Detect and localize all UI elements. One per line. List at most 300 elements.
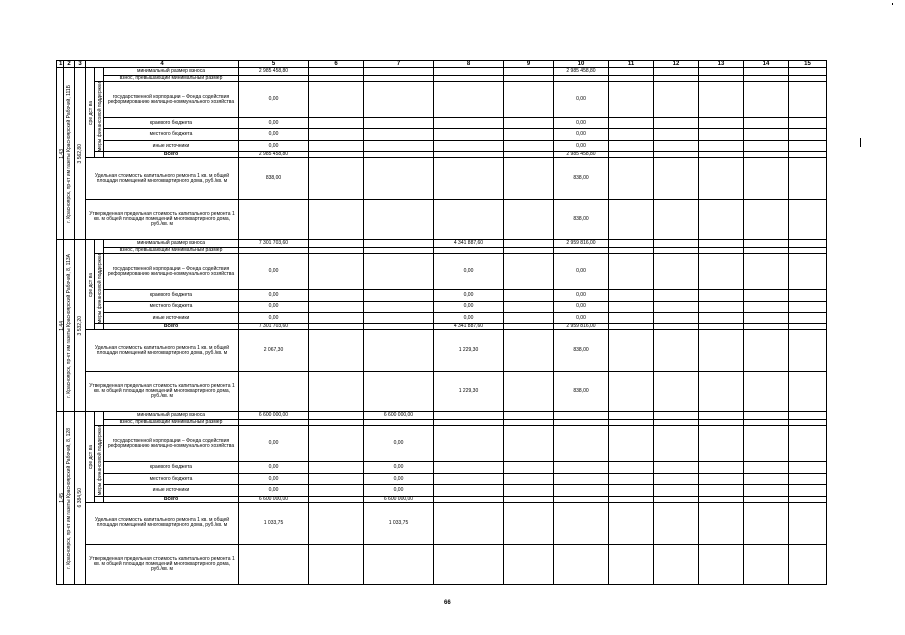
value-cell: [699, 485, 744, 496]
value-cell: [789, 118, 827, 129]
value-cell: [744, 82, 789, 118]
value-cell: 838,00: [239, 158, 309, 200]
address-text: г. Красноярск, пр-кт им газеты Красноярский Рабочий, 8, 113А: [66, 253, 72, 398]
value-cell: [789, 140, 827, 151]
value-cell: [434, 473, 504, 484]
value-cell: [609, 82, 654, 118]
value-cell: [554, 412, 609, 420]
value-cell: 0,00: [239, 118, 309, 129]
value-cell: 0,00: [239, 129, 309, 140]
table-row: [57, 118, 827, 129]
value-cell: [789, 462, 827, 473]
table-row: [57, 330, 827, 372]
value-cell: [239, 372, 309, 412]
row-label: Утвержденная предельная стоимость капитального ремонта 1 кв. м общей площади помещений многоквартирного дома, руб./кв. м: [86, 200, 239, 240]
value-cell: [309, 412, 364, 420]
value-cell: [504, 485, 554, 496]
value-cell: 0,00: [364, 462, 434, 473]
value-cell: [609, 158, 654, 200]
value-cell: [699, 473, 744, 484]
value-cell: 0,00: [239, 485, 309, 496]
value-cell: [789, 426, 827, 462]
item-number: [57, 240, 64, 412]
column-number: 9: [504, 61, 554, 68]
value-cell: [609, 412, 654, 420]
value-cell: [654, 68, 699, 76]
table-row: [57, 140, 827, 151]
value-cell: 0,00: [239, 140, 309, 151]
value-cell: 0,00: [239, 254, 309, 290]
value-cell: [654, 412, 699, 420]
value-cell: [699, 158, 744, 200]
column-number: 3: [75, 61, 86, 68]
funding-sources-text: сре дст ва: [88, 445, 94, 469]
table-row: [57, 473, 827, 484]
value-cell: [434, 129, 504, 140]
value-cell: [609, 68, 654, 76]
spacer-cell: [95, 68, 104, 82]
value-cell: [309, 313, 364, 324]
value-cell: [554, 502, 609, 544]
area: [75, 68, 86, 240]
row-label: краевого бюджета: [104, 462, 239, 473]
value-cell: 2 985 458,80: [554, 152, 609, 158]
value-cell: [789, 485, 827, 496]
column-number: 12: [654, 61, 699, 68]
row-label: Утвержденная предельная стоимость капитального ремонта 1 кв. м общей площади помещений многоквартирного дома, руб./кв. м: [86, 544, 239, 584]
value-cell: [744, 313, 789, 324]
value-cell: [699, 68, 744, 76]
value-cell: [699, 544, 744, 584]
value-cell: [504, 473, 554, 484]
item-number: [57, 68, 64, 240]
value-cell: [744, 412, 789, 420]
value-cell: [654, 473, 699, 484]
row-label: Удельная стоимость капитального ремонта 1 кв. м общей площади помещений многоквартирного дома, руб./кв. м: [86, 158, 239, 200]
value-cell: [609, 140, 654, 151]
value-cell: [699, 372, 744, 412]
value-cell: [699, 301, 744, 312]
value-cell: [309, 502, 364, 544]
value-cell: [609, 118, 654, 129]
address: [64, 68, 75, 240]
value-cell: 0,00: [239, 313, 309, 324]
value-cell: [654, 372, 699, 412]
address: [64, 240, 75, 412]
value-cell: 0,00: [239, 462, 309, 473]
value-cell: [364, 68, 434, 76]
table-row: [57, 502, 827, 544]
value-cell: 0,00: [239, 426, 309, 462]
row-label: взнос, превышающий минимальный размер: [104, 76, 239, 82]
table-row: [57, 129, 827, 140]
value-cell: [309, 290, 364, 301]
row-label: Удельная стоимость капитального ремонта 1 кв. м общей площади помещений многоквартирного дома, руб./кв. м: [86, 502, 239, 544]
area-text: 3 562,80: [77, 143, 83, 164]
value-cell: [789, 330, 827, 372]
table-row: [57, 426, 827, 462]
table-row: [57, 290, 827, 301]
value-cell: [434, 462, 504, 473]
area-text: 3 532,20: [77, 316, 83, 336]
value-cell: [744, 426, 789, 462]
row-label: иные источники: [104, 140, 239, 151]
value-cell: [364, 313, 434, 324]
row-label: Утвержденная предельная стоимость капитального ремонта 1 кв. м общей площади помещений многоквартирного дома, руб./кв. м: [86, 372, 239, 412]
value-cell: [744, 158, 789, 200]
value-cell: [654, 140, 699, 151]
value-cell: 0,00: [364, 426, 434, 462]
value-cell: [699, 200, 744, 240]
row-label: краевого бюджета: [104, 118, 239, 129]
address-text: г. Красноярск, пр-кт им газеты Красноярский Рабочий, 8, 128: [66, 427, 72, 569]
value-cell: [554, 544, 609, 584]
value-cell: 1 033,75: [239, 502, 309, 544]
value-cell: [744, 240, 789, 248]
item-number-text: 1.44: [59, 320, 65, 331]
value-cell: 838,00: [554, 330, 609, 372]
row-label: минимальный размер взноса: [104, 240, 239, 248]
row-label: иные источники: [104, 485, 239, 496]
value-cell: [504, 301, 554, 312]
value-cell: [309, 240, 364, 248]
value-cell: [609, 485, 654, 496]
value-cell: 0,00: [434, 301, 504, 312]
value-cell: [364, 118, 434, 129]
funding-sources-text: сре дст ва: [88, 100, 94, 125]
area-text: 6 384,50: [77, 488, 83, 508]
scan-edge-mark: [860, 138, 861, 147]
row-label: взнос, превышающий минимальный размер: [104, 420, 239, 426]
funding-sources: [86, 412, 95, 502]
column-number-row: [57, 61, 827, 68]
value-cell: [309, 426, 364, 462]
item-number-text: 1.43: [59, 148, 65, 159]
row-label: краевого бюджета: [104, 290, 239, 301]
value-cell: [789, 502, 827, 544]
value-cell: [609, 129, 654, 140]
row-label: Всего: [104, 152, 239, 158]
value-cell: [434, 502, 504, 544]
value-cell: 0,00: [364, 473, 434, 484]
value-cell: [504, 140, 554, 151]
value-cell: [789, 372, 827, 412]
value-cell: [609, 290, 654, 301]
row-label: Удельная стоимость капитального ремонта 1 кв. м общей площади помещений многоквартирного дома, руб./кв. м: [86, 330, 239, 372]
address: [64, 412, 75, 584]
value-cell: 0,00: [554, 290, 609, 301]
row-label: взнос, превышающий минимальный размер: [104, 248, 239, 254]
value-cell: 838,00: [554, 158, 609, 200]
value-cell: [554, 462, 609, 473]
value-cell: [504, 240, 554, 248]
value-cell: [309, 82, 364, 118]
value-cell: 6 600 000,00: [239, 412, 309, 420]
value-cell: [554, 426, 609, 462]
value-cell: [654, 158, 699, 200]
value-cell: [504, 290, 554, 301]
column-number: 1: [57, 61, 64, 68]
value-cell: [789, 129, 827, 140]
value-cell: [654, 544, 699, 584]
value-cell: 4 341 887,60: [434, 240, 504, 248]
value-cell: [699, 82, 744, 118]
value-cell: [609, 473, 654, 484]
value-cell: [744, 473, 789, 484]
value-cell: [744, 290, 789, 301]
value-cell: [744, 502, 789, 544]
value-cell: [609, 544, 654, 584]
value-cell: [789, 290, 827, 301]
value-cell: [654, 502, 699, 544]
value-cell: 2 985 458,80: [239, 152, 309, 158]
funding-sources: [86, 240, 95, 330]
address-text: г. Красноярск, пр-кт им газеты Красноярский Рабочий, 111Б: [66, 84, 72, 223]
value-cell: 0,00: [434, 290, 504, 301]
table-row: [57, 462, 827, 473]
value-cell: [744, 462, 789, 473]
value-cell: 0,00: [554, 313, 609, 324]
value-cell: [699, 140, 744, 151]
table-row: [57, 485, 827, 496]
value-cell: [609, 462, 654, 473]
value-cell: [504, 82, 554, 118]
value-cell: [309, 68, 364, 76]
item-number-text: 1.45: [59, 493, 65, 503]
value-cell: [309, 254, 364, 290]
value-cell: [364, 254, 434, 290]
value-cell: [504, 412, 554, 420]
value-cell: [609, 330, 654, 372]
value-cell: [364, 158, 434, 200]
value-cell: [434, 426, 504, 462]
funding-sources: [86, 68, 95, 158]
value-cell: [504, 502, 554, 544]
value-cell: [789, 254, 827, 290]
value-cell: 1 229,30: [434, 330, 504, 372]
value-cell: [789, 412, 827, 420]
value-cell: [699, 118, 744, 129]
value-cell: [554, 473, 609, 484]
value-cell: [744, 485, 789, 496]
value-cell: [609, 502, 654, 544]
value-cell: [364, 544, 434, 584]
value-cell: [699, 254, 744, 290]
row-label: минимальный размер взноса: [104, 412, 239, 420]
support-measures-text: меры финансовой поддержки: [97, 254, 103, 324]
value-cell: [744, 200, 789, 240]
scan-corner-mark: [892, 3, 893, 5]
value-cell: [654, 200, 699, 240]
value-cell: [364, 301, 434, 312]
value-cell: [504, 426, 554, 462]
value-cell: 838,00: [554, 372, 609, 412]
value-cell: [609, 254, 654, 290]
value-cell: [434, 158, 504, 200]
value-cell: [434, 68, 504, 76]
value-cell: [434, 82, 504, 118]
value-cell: 0,00: [554, 82, 609, 118]
row-label: иные источники: [104, 313, 239, 324]
table-row: [57, 372, 827, 412]
value-cell: [744, 118, 789, 129]
value-cell: [239, 544, 309, 584]
value-cell: [699, 240, 744, 248]
value-cell: [504, 313, 554, 324]
column-number: 11: [609, 61, 654, 68]
value-cell: [434, 200, 504, 240]
value-cell: 0,00: [239, 301, 309, 312]
value-cell: [609, 426, 654, 462]
value-cell: [654, 254, 699, 290]
value-cell: [654, 82, 699, 118]
value-cell: 0,00: [239, 473, 309, 484]
value-cell: [789, 473, 827, 484]
value-cell: [364, 200, 434, 240]
value-cell: [744, 140, 789, 151]
value-cell: [654, 118, 699, 129]
table-row: [57, 82, 827, 118]
value-cell: 2 959 816,00: [554, 240, 609, 248]
row-label: местного бюджета: [104, 473, 239, 484]
value-cell: 0,00: [434, 254, 504, 290]
value-cell: 2 959 816,00: [554, 324, 609, 330]
value-cell: [789, 544, 827, 584]
area: [75, 412, 86, 584]
value-cell: 4 341 887,60: [434, 324, 504, 330]
value-cell: [504, 372, 554, 412]
table-row: [57, 313, 827, 324]
row-label: Всего: [104, 324, 239, 330]
value-cell: 838,00: [554, 200, 609, 240]
value-cell: [434, 118, 504, 129]
value-cell: 0,00: [239, 82, 309, 118]
funding-sources-text: сре дст ва: [88, 272, 94, 297]
value-cell: [789, 301, 827, 312]
value-cell: [309, 301, 364, 312]
value-cell: [789, 240, 827, 248]
value-cell: [789, 200, 827, 240]
value-cell: [744, 301, 789, 312]
row-label: местного бюджета: [104, 129, 239, 140]
value-cell: [699, 313, 744, 324]
value-cell: [789, 158, 827, 200]
column-number: 2: [64, 61, 75, 68]
value-cell: 0,00: [239, 290, 309, 301]
value-cell: [434, 485, 504, 496]
area: [75, 240, 86, 412]
column-number: 4: [86, 61, 239, 68]
table-row: [57, 301, 827, 312]
value-cell: [654, 313, 699, 324]
value-cell: 6 600 000,00: [364, 496, 434, 502]
value-cell: 2 985 458,80: [239, 68, 309, 76]
value-cell: [364, 290, 434, 301]
column-number: 13: [699, 61, 744, 68]
value-cell: [309, 158, 364, 200]
value-cell: [504, 158, 554, 200]
value-cell: [699, 412, 744, 420]
value-cell: [699, 426, 744, 462]
column-number: 8: [434, 61, 504, 68]
page-number: 66: [444, 600, 451, 606]
value-cell: [504, 330, 554, 372]
value-cell: 0,00: [364, 485, 434, 496]
value-cell: [504, 129, 554, 140]
value-cell: [699, 129, 744, 140]
value-cell: [744, 68, 789, 76]
spacer-cell: [95, 240, 104, 254]
column-number: 15: [789, 61, 827, 68]
value-cell: [364, 129, 434, 140]
column-number: 7: [364, 61, 434, 68]
value-cell: [789, 68, 827, 76]
value-cell: [504, 200, 554, 240]
value-cell: [744, 330, 789, 372]
value-cell: [554, 485, 609, 496]
value-cell: 1 033,75: [364, 502, 434, 544]
support-measures-text: меры финансовой поддержки: [97, 82, 103, 152]
value-cell: [309, 330, 364, 372]
item-number: [57, 412, 64, 584]
value-cell: [609, 313, 654, 324]
value-cell: [364, 82, 434, 118]
column-number: 6: [309, 61, 364, 68]
support-measures-text: меры финансовой поддержки: [97, 426, 103, 496]
value-cell: 7 301 703,60: [239, 240, 309, 248]
row-label: государственной корпорации – Фонда содействия реформированию жилищно-коммунального хозяйства: [104, 254, 239, 290]
row-label: государственной корпорации – Фонда содействия реформированию жилищно-коммунального хозяйства: [104, 82, 239, 118]
value-cell: [309, 140, 364, 151]
value-cell: [744, 254, 789, 290]
value-cell: 0,00: [554, 301, 609, 312]
column-number: 5: [239, 61, 309, 68]
row-label: минимальный размер взноса: [104, 68, 239, 76]
value-cell: [239, 200, 309, 240]
value-cell: 6 600 000,00: [239, 496, 309, 502]
value-cell: [364, 330, 434, 372]
value-cell: [699, 330, 744, 372]
value-cell: [309, 129, 364, 140]
value-cell: 2 985 458,80: [554, 68, 609, 76]
table-row: [57, 254, 827, 290]
value-cell: [309, 462, 364, 473]
value-cell: [609, 200, 654, 240]
value-cell: [434, 544, 504, 584]
value-cell: [309, 473, 364, 484]
value-cell: [654, 290, 699, 301]
support-measures: [95, 254, 104, 324]
value-cell: [309, 485, 364, 496]
table-row: [57, 158, 827, 200]
row-label: Всего: [104, 496, 239, 502]
column-number: 14: [744, 61, 789, 68]
value-cell: [654, 426, 699, 462]
value-cell: [504, 254, 554, 290]
value-cell: [309, 544, 364, 584]
spacer-cell: [95, 412, 104, 426]
value-cell: [364, 140, 434, 151]
value-cell: [609, 372, 654, 412]
value-cell: [744, 372, 789, 412]
value-cell: [609, 240, 654, 248]
value-cell: 0,00: [554, 129, 609, 140]
value-cell: [654, 129, 699, 140]
value-cell: [504, 462, 554, 473]
value-cell: 1 229,30: [434, 372, 504, 412]
value-cell: [699, 462, 744, 473]
support-measures: [95, 426, 104, 496]
